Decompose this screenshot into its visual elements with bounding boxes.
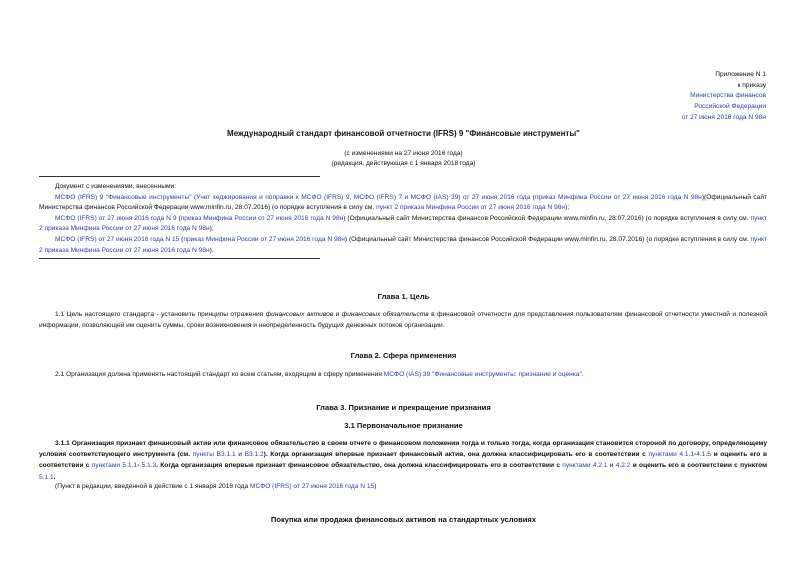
paragraph-1-1: 1.1 Цель настоящего стандарта - установить принципы отражения финансовых активов и финансовых обязательств в финансовой отчетности для представления пользователям финансовой отчетности уместной и полезной информации, позволяющей им оценить суммы, сроки возникновения и неопределенность будущих денежных потоков организации.	[39, 311, 767, 330]
edition-note: (редакция, действующая с 1 января 2018 года)	[331, 160, 476, 167]
change-1-order-link[interactable]: приказ Минфина России от 27 июня 2016 года N 98н	[534, 193, 702, 201]
change-2-order-link[interactable]: приказ Минфина России от 27 июня 2016 года N 98н	[180, 214, 344, 222]
ref-5-1-3[interactable]: 5.1.3	[141, 462, 157, 470]
ref-b3-1-2[interactable]: B3.1.2	[244, 451, 264, 459]
change-1-clause-link[interactable]: пункт 2 приказа Минфина России от 27 июня 2016 года N 98н	[376, 204, 566, 212]
changes-intro: Документ с изменениями, внесенными:	[55, 183, 177, 190]
annex-federation-link[interactable]: Российской Федерации	[694, 103, 766, 111]
paragraph-3-1-1: 3.1.1 Организация признает финансовый актив или финансовое обязательство в своем отчете о финансовом положении тогда и только тогда, когда организация становится стороной по договору, определяющему условия соответствующего инструмента (см. пункты B3.1.1 и B3.1.2). Когда организация впервые признает финансовый актив, она должна классифицировать его в соответствии с пунктами 4.1.1-4.1.5 и оценить его в соответствии с пунктами 5.1.1- 5.1.3. Когда организация впервые признает финансовое обязательство, она должна классифицировать его в соответствии с пунктами 4.2.1 и 4.2.2 и оценить его в соответствии с пунктом 5.1.1.	[39, 440, 768, 481]
ref-5-1-1-b[interactable]: 5.1.1	[39, 473, 54, 481]
ref-4-2-1[interactable]: пунктами 4.2.1	[562, 462, 608, 470]
change-3-link[interactable]: МСФО (IFRS) от 27 июня 2016 года N 15	[55, 235, 180, 243]
amendments-note: (с изменениями на 27 июня 2016 года)	[344, 150, 463, 157]
ref-4-1-5[interactable]: 4.1.5	[696, 451, 711, 459]
chapter-3-heading: Глава 3. Признание и прекращение признания	[316, 403, 491, 412]
annex-date-link[interactable]: от 27 июня 2016 года N 98н	[681, 113, 766, 121]
annex-ministry-link[interactable]: Министерства финансов	[690, 92, 766, 100]
change-item-3: МСФО (IFRS) от 27 июня 2016 года N 15 (приказ Минфина России от 27 июня 2016 года N 98н) (Официальный сайт Министерства финансов Российской Федерации www.minfin.ru, 28.07.2016) (о порядке вступления в силу см. пункт 2 приказа Минфина России от 27 июня 2016 года N 98н).	[39, 235, 767, 254]
change-3-order-link[interactable]: приказ Минфина России от 27 июня 2016 года N 98н	[183, 235, 345, 243]
change-2-link[interactable]: МСФО (IFRS) от 27 июня 2016 года N 9	[55, 214, 177, 222]
chapter-1-heading: Глава 1. Цель	[377, 292, 430, 301]
document-title: Международный стандарт финансовой отчетности (IFRS) 9 "Финансовые инструменты"	[227, 129, 580, 138]
change-1-link[interactable]: МСФО (IFRS) 9 "Финансовые инструменты" (Учет хеджирования и поправки к МСФО (IFRS) 9, МСФО (IFRS) 7 и МСФО (IAS) 39) от 27 июня 2016 года	[55, 193, 531, 201]
ref-b3-1-1[interactable]: пункты B3.1.1	[192, 451, 236, 459]
annex-order: к приказу	[737, 81, 766, 89]
ias39-link[interactable]: МСФО (IAS) 39 "Финансовые инструменты: признание и оценка"	[383, 371, 582, 378]
change-item-2: МСФО (IFRS) от 27 июня 2016 года N 9 (приказ Минфина России от 27 июня 2016 года N 98н) (Официальный сайт Министерства финансов Российской Федерации www.minfin.ru, 28.07.2016) (о порядке вступления в силу см. пункт 2 приказа Минфина России от 27 июня 2016 года N 98н);	[39, 214, 767, 233]
change-2-clause-link[interactable]: пункт 2 приказа Минфина России от 27 июня 2016 года N 98н	[39, 214, 767, 233]
change-3-clause-link[interactable]: пункт 2 приказа Минфина России от 27 июня 2016 года N 98н	[39, 235, 767, 254]
revision-note-link[interactable]: МСФО (IFRS) от 27 июня 2016 года N 15	[249, 483, 375, 490]
ref-4-2-2[interactable]: 4.2.2	[615, 462, 631, 470]
annex-number: Приложение N 1	[715, 71, 766, 78]
divider-bottom	[39, 258, 320, 259]
section-3-1-heading: 3.1 Первоначальное признание	[344, 421, 463, 430]
change-item-1: МСФО (IFRS) 9 "Финансовые инструменты" (Учет хеджирования и поправки к МСФО (IFRS) 9, МСФО (IFRS) 7 и МСФО (IAS) 39) от 27 июня 2016 года (приказ Минфина России от 27 июня 2016 года N 98н)(Официальный сайт Министерства финансов Российской Федерации www.minfin.ru, 28.07.2016) (о порядке вступления в силу см. пункт 2 приказа Минфина России от 27 июня 2016 года N 98н);	[39, 193, 768, 212]
ref-4-1-1[interactable]: пунктами 4.1.1	[648, 451, 695, 459]
chapter-2-heading: Глава 2. Сфера применения	[350, 351, 457, 360]
ref-5-1-1[interactable]: пунктами 5.1.1	[91, 462, 138, 470]
purchase-sale-heading: Покупка или продажа финансовых активов на стандартных условиях	[270, 515, 537, 524]
annex-block	[682, 70, 766, 124]
paragraph-2-1: 2.1 Организация должна применять настоящий стандарт ко всем статьям, входящим в сферу применения МСФО (IAS) 39 "Финансовые инструменты: признание и оценка".	[55, 371, 584, 378]
divider-top	[39, 176, 320, 177]
revision-note: (Пункт в редакции, введенной в действие с 1 января 2018 года МСФО (IFRS) от 27 июня 2016 года N 15)	[55, 483, 377, 490]
changes-block	[39, 182, 767, 256]
